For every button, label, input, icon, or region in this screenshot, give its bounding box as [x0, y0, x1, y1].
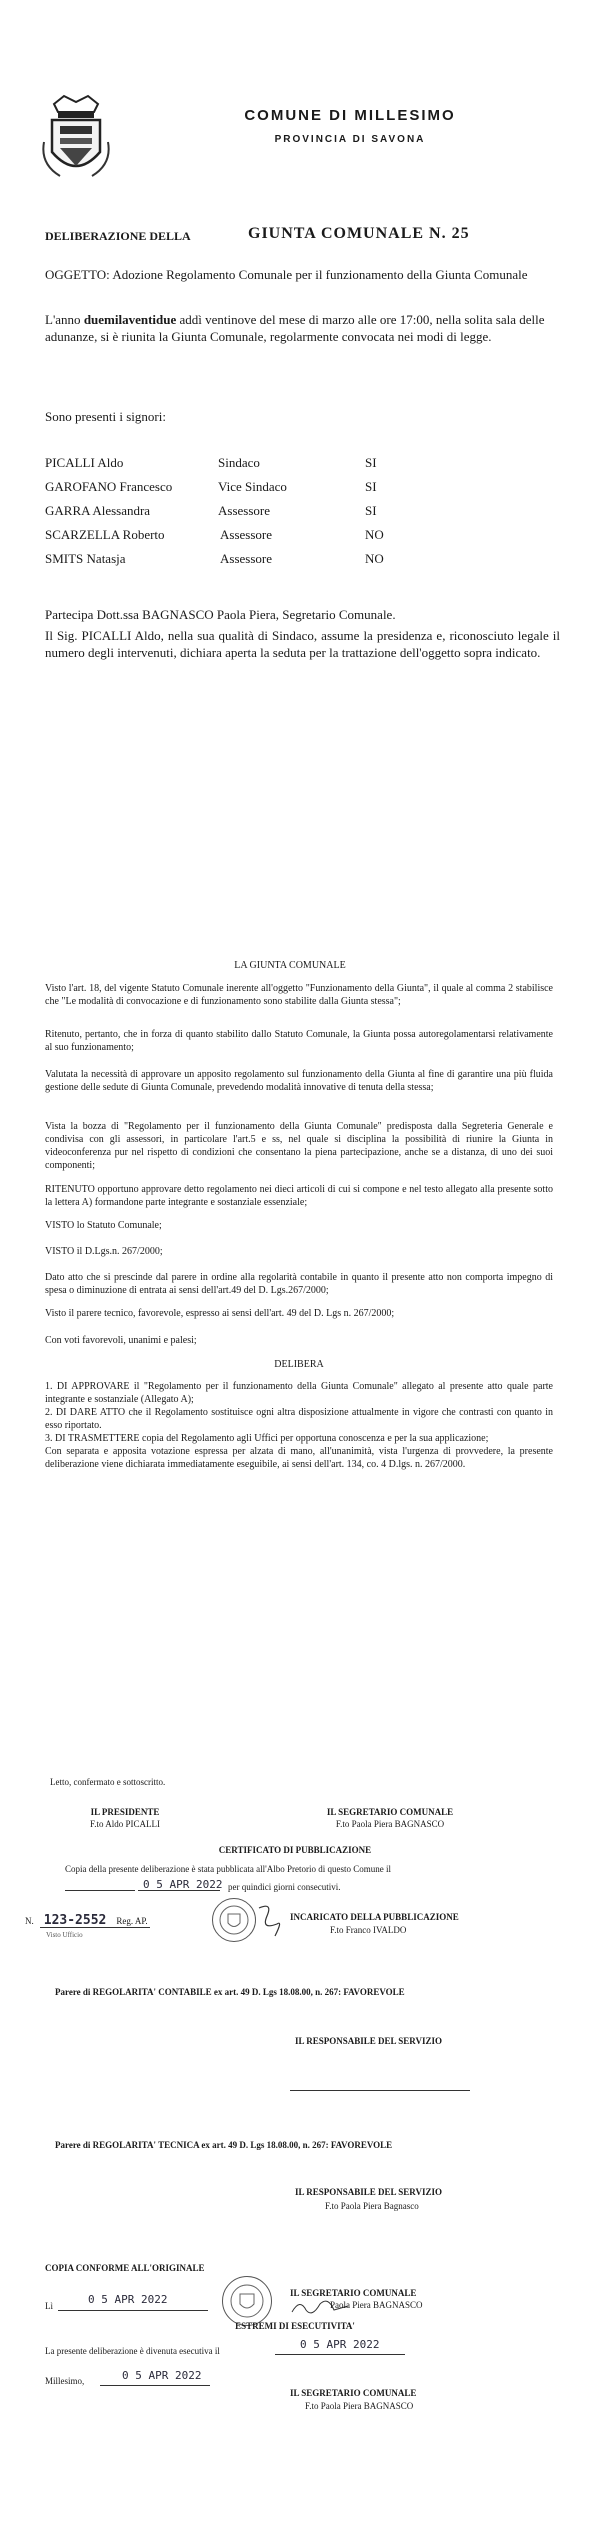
execution-date-stamp: 0 5 APR 2022 [300, 2338, 380, 2351]
paragraph: VISTO lo Statuto Comunale; [45, 1220, 162, 1231]
member-present: SI [365, 503, 377, 518]
officer-title: INCARICATO DELLA PUBBLICAZIONE [290, 1912, 459, 1922]
decision-item: 1. DI APPROVARE il "Regolamento per il funzionamento della Giunta Comunale" allegato al presente atto quale parte integrante e sostanziale (Allegato A); [45, 1381, 553, 1405]
publication-blank [65, 1890, 135, 1891]
execution-place: Millesimo, [45, 2376, 85, 2386]
intro-pre: L'anno [45, 312, 84, 327]
accounting-responsible-title: IL RESPONSABILE DEL SERVIZIO [295, 2036, 442, 2046]
deliberation-prefix: DELIBERAZIONE DELLA [45, 229, 191, 243]
registry-value: 123-2552 [43, 1913, 107, 1928]
decision-item: Con separata e apposita votazione espressa per alzata di mano, all'unanimità, vista l'urgenza di provvedere, la presente deliberazione viene dichiarata immediatamente eseguibile, ai sensi dell'art. 134, co. 4 D.lgs. n. 267/2000. [45, 1446, 553, 1470]
publication-title: CERTIFICATO DI PUBBLICAZIONE [218, 1845, 372, 1855]
execution-secretary-name: F.to Paola Piera BAGNASCO [305, 2401, 414, 2411]
secretary-line: Partecipa Dott.ssa BAGNASCO Paola Piera, Segretario Comunale. [45, 607, 396, 622]
municipal-seal-icon [212, 1898, 256, 1942]
copy-date-underline [58, 2310, 208, 2311]
member-present: NO [365, 527, 384, 542]
copy-title: COPIA CONFORME ALL'ORIGINALE [45, 2263, 205, 2273]
execution-secretary-title: IL SEGRETARIO COMUNALE [290, 2388, 417, 2398]
copy-date-stamp: 0 5 APR 2022 [88, 2293, 168, 2306]
intro-year: duemilaventidue [83, 312, 177, 327]
paragraph: Vista la bozza di "Regolamento per il funzionamento della Giunta Comunale" predisposta dalla Segreteria Generale e condivisa con gli assessori, in particolare l'art.5 e ss, nel quale si disciplina la possibilità di riunire la Giunta in videoconferenza pur nel rispetto di condizioni che consentano la piena partecipazione, anche se a distanza, di uno dei suoi componenti; [45, 1121, 553, 1171]
secretary-title: IL SEGRETARIO COMUNALE [326, 1807, 454, 1817]
member-present: NO [365, 551, 384, 566]
member-name: SMITS Natasja [45, 551, 126, 566]
copy-secretary-title: IL SEGRETARIO COMUNALE [290, 2288, 417, 2298]
member-role: Vice Sindaco [218, 479, 287, 494]
paragraph: Visto il parere tecnico, favorevole, espresso ai sensi dell'art. 49 del D. Lgs n. 267/2000; [45, 1308, 395, 1319]
registry-suffix: Reg. AP. [116, 1916, 148, 1926]
paragraph: Dato atto che si prescinde dal parere in ordine alla regolarità contabile in quanto il presente atto non comporta impegno di spesa o diminuzione di entrata ai sensi dell'art.49 del D. Lgs.267/2000; [45, 1272, 553, 1296]
execution-line: La presente deliberazione è divenuta esecutiva il [45, 2346, 220, 2356]
accounting-signature-line [290, 2090, 470, 2091]
attendance-intro: Sono presenti i signori: [45, 409, 166, 424]
decision-item: 3. DI TRASMETTERE copia del Regolamento agli Uffici per opportuna conoscenza e per la sua applicazione; [45, 1433, 489, 1444]
subject [45, 266, 555, 283]
member-role: Assessore [220, 527, 272, 542]
registry-note: Visto Ufficio [46, 1931, 83, 1939]
subject-text: Adozione Regolamento Comunale per il funzionamento della Giunta Comunale [112, 267, 528, 282]
member-role: Assessore [220, 551, 272, 566]
municipality-name: COMUNE DI MILLESIMO [244, 107, 456, 124]
technical-responsible-name: F.to Paola Piera Bagnasco [325, 2201, 419, 2211]
copy-secretary-name: Paola Piera BAGNASCO [330, 2300, 423, 2310]
secretary-name: F.to Paola Piera BAGNASCO [335, 1819, 445, 1829]
accounting-opinion: Parere di REGOLARITA' CONTABILE ex art. 49 D. Lgs 18.08.00, n. 267: FAVOREVOLE [55, 1987, 405, 1997]
coat-of-arms-logo [40, 92, 112, 182]
body-heading: LA GIUNTA COMUNALE [234, 960, 346, 971]
intro-post: addì ventinove del mese di marzo alle ore 17:00, nella solita sala delle adunanze, si è riunita la Giunta Comunale, regolarmente convocata nei modi di legge. [45, 312, 545, 344]
president-line: Il Sig. PICALLI Aldo, nella sua qualità di Sindaco, assume la presidenza e, riconosciuto legale il numero degli intervenuti, dichiara aperta la seduta per la trattazione dell'oggetto sopra indicato. [45, 628, 560, 660]
publication-date-underline [138, 1890, 220, 1891]
member-present: SI [365, 479, 377, 494]
member-name: GARRA Alessandra [45, 503, 151, 518]
paragraph: VISTO il D.Lgs.n. 267/2000; [45, 1246, 163, 1257]
officer-name: F.to Franco IVALDO [330, 1925, 407, 1935]
subject-label: OGGETTO: [45, 267, 110, 282]
intro-paragraph [45, 311, 560, 345]
president-title: IL PRESIDENTE [90, 1807, 160, 1817]
copy-seal-icon [222, 2276, 272, 2326]
copy-li: Lì [45, 2301, 53, 2311]
execution-place-date-stamp: 0 5 APR 2022 [122, 2369, 202, 2382]
province-name: PROVINCIA DI SAVONA [274, 134, 426, 145]
member-present: SI [365, 455, 377, 470]
paragraph: Ritenuto, pertanto, che in forza di quanto stabilito dallo Statuto Comunale, la Giunta possa autoregolamentarsi relativamente al suo funzionamento; [45, 1029, 553, 1053]
paragraph: RITENUTO opportuno approvare detto regolamento nei dieci articoli di cui si compone e nel testo allegato alla presente sotto la lettera A) formandone parte integrante e sostanziale essenziale; [45, 1184, 553, 1208]
member-role: Assessore [218, 503, 270, 518]
body-text [45, 982, 553, 1471]
execution-title: ESTREMI DI ESECUTIVITA' [235, 2321, 355, 2331]
publication-days: per quindici giorni consecutivi. [228, 1882, 341, 1892]
confirm-line: Letto, confermato e sottoscritto. [50, 1777, 166, 1787]
technical-responsible-title: IL RESPONSABILE DEL SERVIZIO [295, 2187, 442, 2197]
member-name: SCARZELLA Roberto [45, 527, 165, 542]
president-name: F.to Aldo PICALLI [89, 1819, 161, 1829]
member-name: GAROFANO Francesco [45, 479, 173, 494]
registry-prefix: N. [25, 1916, 34, 1926]
paragraph: Con voti favorevoli, unanimi e palesi; [45, 1335, 197, 1346]
publication-date-stamp: 0 5 APR 2022 [143, 1878, 223, 1891]
paragraph: Valutata la necessità di approvare un apposito regolamento sul funzionamento della Giunta al fine di garantire una più fluida gestione delle sedute di Giunta Comunale, prevedendo modalità innovative di tenuta della stessa; [45, 1069, 553, 1093]
delibera-heading: DELIBERA [274, 1359, 324, 1370]
member-role: Sindaco [218, 455, 260, 470]
deliberation-title: GIUNTA COMUNALE N. 25 [248, 225, 470, 242]
member-name: PICALLI Aldo [45, 455, 124, 470]
paragraph: Visto l'art. 18, del vigente Statuto Comunale inerente all'oggetto "Funzionamento della Giunta", il quale al comma 2 stabilisce che "Le modalità di convocazione e di funzionamento sono stabilite dalla Giunta stessa"; [45, 983, 553, 1007]
execution-date-underline [275, 2354, 405, 2355]
decision-item: 2. DI DARE ATTO che il Regolamento sostituisce ogni altra disposizione attualmente in vigore che contrasti con quanto in esso riportato. [45, 1407, 553, 1431]
technical-opinion: Parere di REGOLARITA' TECNICA ex art. 49 D. Lgs 18.08.00, n. 267: FAVOREVOLE [55, 2140, 393, 2150]
officer-signature-icon [255, 1900, 285, 1940]
registry-underline [40, 1927, 150, 1928]
execution-place-underline [100, 2385, 210, 2386]
publication-line: Copia della presente deliberazione è stata pubblicata all'Albo Pretorio di questo Comune il [65, 1864, 392, 1874]
